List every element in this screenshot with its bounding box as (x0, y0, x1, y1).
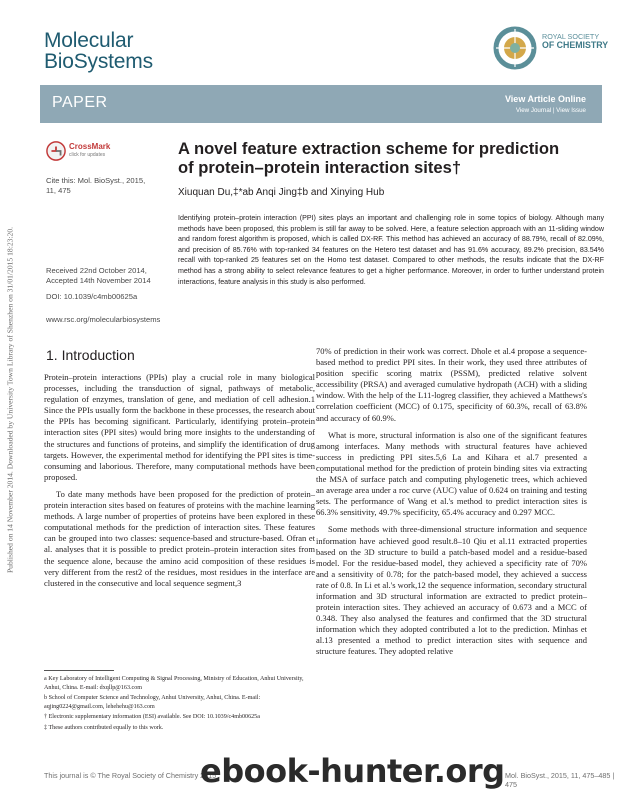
publisher-name (542, 32, 608, 50)
received-dates (46, 266, 151, 286)
download-stamp (3, 120, 17, 680)
download-stamp-text: Published on 14 November 2014. Downloaded by University Town Library of Shenzhen on 31/01/2015 18:23:20. (5, 226, 15, 574)
citation-line1: Cite this: Mol. BioSyst., 2015, (46, 176, 146, 185)
journal-title (44, 30, 153, 72)
body-column-right (316, 346, 587, 664)
crossmark-icon[interactable] (46, 141, 66, 161)
paragraph: Some methods with three-dimensional structure information and sequence information have achieved good result.8–10 Qiu et al.11 extracted properties based on the 3D structure to build a patch-based model and a residue-based model. For the residue-based model, they achieved a specificity rate of 70% and a sensitivity of 0.78; for the patch-based model, they achieved a success rate of 0.8. In Li et al.'s work,12 the sequence information, secondary structural information and 3D structural information are extracted to predict protein–protein interaction sites. They achieved an accuracy of 0.673 and a MCC of 0.348. They also analysed the features and confirmed that the 3D structural information which they adopted contributed a lot to the prediction. Minhas et al.13 presented a method to predict interaction sites with sequence and structure features. They adopted relative (316, 524, 587, 657)
footnote-divider (44, 670, 114, 671)
author-list: Xiuquan Du,‡*ab Anqi Jing‡b and Xinying Hub (178, 187, 385, 198)
journal-title-line2: BioSystems (44, 50, 153, 73)
body-column-left (44, 372, 315, 595)
paragraph: To date many methods have been proposed for the prediction of protein–protein interaction sites based on features of proteins with the machine learning methods. A large number of properties of proteins have been explored in these computational methods for the prediction of interaction sites. These features can be grouped into two classes: sequence-based and structure-based. Ofran et al. analyses that it is possible to predict protein–protein interaction sites from the sequence alone, because the amino acid composition of these residues is very different from the rest2 of the residues, most residues in the interface are clustered in the consecutive and local sequence segment,3 (44, 488, 315, 588)
paragraph: Protein–protein interactions (PPIs) play a crucial role in many biological processes, including the transduction of signal, pathways of metabolic, regulation of enzymes, translation of gene, and mediation of cell adhesion.1 Since the PPIs usually form the backbone in these processes, the research about the PPIs has becoming significant. Particularly, identifying protein–protein interaction sites (PPI sites) would bring more insights to the understanding of the structures and functions of proteins, and simplify the identification of drug targets. However, the experimental method for identifying the PPI sites is time-consuming and laborious. Therefore, many computational methods have been proposed. (44, 372, 315, 482)
doi[interactable]: DOI: 10.1039/c4mb00625a (46, 292, 138, 301)
publisher-line2: OF CHEMISTRY (542, 40, 609, 50)
footnote: ‡ These authors contributed equally to this work. (44, 724, 164, 731)
article-title (178, 139, 598, 177)
footnotes (44, 675, 304, 734)
citation-line2: 11, 475 (46, 186, 71, 195)
publisher-line1: ROYAL SOCIETY (542, 32, 600, 41)
footnote: b School of Computer Science and Technology, Anhui University, Anhui, China. E-mail: aqjing0224@gmail.com, lehehehu@163.com (44, 695, 261, 710)
footer-citation: Mol. BioSyst., 2015, 11, 475–485 | 475 (505, 771, 615, 789)
crossmark-title[interactable]: CrossMark (69, 142, 111, 151)
footnote: a Key Laboratory of Intelligent Computing & Signal Processing, Ministry of Education, Anhui University, Anhui, China. E-mail: dxqllp@163.com (44, 676, 304, 691)
footer-copyright: This journal is © The Royal Society of Chemistry 2015 (44, 771, 217, 780)
article-type-band (40, 85, 602, 123)
footnote: † Electronic supplementary information (ESI) available. See DOI: 10.1039/c4mb00625a (44, 714, 260, 720)
citation (46, 176, 145, 196)
view-article-online-link[interactable]: View Article Online (504, 94, 586, 104)
journal-title-line1: Molecular (44, 29, 134, 52)
received-date: Received 22nd October 2014, (46, 266, 147, 275)
article-title-line1: A novel feature extraction scheme for prediction (178, 139, 560, 158)
journal-url[interactable]: www.rsc.org/molecularbiosystems (46, 315, 161, 324)
watermark: ebook-hunter.org (200, 752, 505, 790)
abstract: Identifying protein–protein interaction (PPI) sites plays an important and challenging role in some topics of biology. Although many methods have been proposed, this problem is still far away to be solved. Here, a feature selection approach with an 11-sliding window and random forest algorithm is proposed, which is called DX-RF. This method has achieved an accuracy of 88.79%, recall of 82.09%, and precision of 85.76% with top-ranked 34 features on the Hetero test dataset and has 91.6% accuracy, 89.2% precision, 83.54% recall with top-ranked 25 features set on the Homo test dataset. Compared to other methods, the results indicate that the DX-RF method has a strong ability to select relevance features to get a higher performance. Moreover, in order to further understand protein interactions, feature analysis in this study is also performed. (178, 214, 604, 286)
paragraph: What is more, structural information is also one of the significant features among interfaces. Many methods with structural features have achieved success in predicting PPI sites.5,6 La and Kihara et al.7 presented a computational method for the prediction of protein binding sites via extracting the MSA of surface patch and computing phylogenetic trees, which achieved an average area under a roc curve (AUC) value of 0.624 on training and testing sets. The performance of Wang et al.'s method to predict interaction sites is 66.3% sensitivity, 49.7% specificity, 65.4% accuracy and 0.297 MCC. (316, 429, 587, 518)
accepted-date: Accepted 14th November 2014 (46, 276, 151, 285)
section-heading: 1. Introduction (46, 347, 135, 363)
article-type-label: PAPER (52, 94, 108, 111)
article-title-line2: of protein–protein interaction sites† (178, 158, 462, 177)
paragraph: 70% of prediction in their work was correct. Dhole et al.4 propose a sequence-based method to predict PPI sites. In their work, they used three attributes of position specific scoring matrix (PSSM), predicted relative solvent accessibility (PRSA) and averaged cumulative hydropath (ACH) with a sliding window. With the help of the L11-logreg classifier, they achieved a Matthews's correlation coefficient (MCC) of 0.175, specificity of 60.3%, recall of 63.8% and accuracy of 60.9%. (316, 346, 587, 423)
crossmark-subtitle: click for updates (69, 152, 106, 158)
view-journal-issue-links[interactable]: View Journal | View Issue (515, 107, 586, 114)
